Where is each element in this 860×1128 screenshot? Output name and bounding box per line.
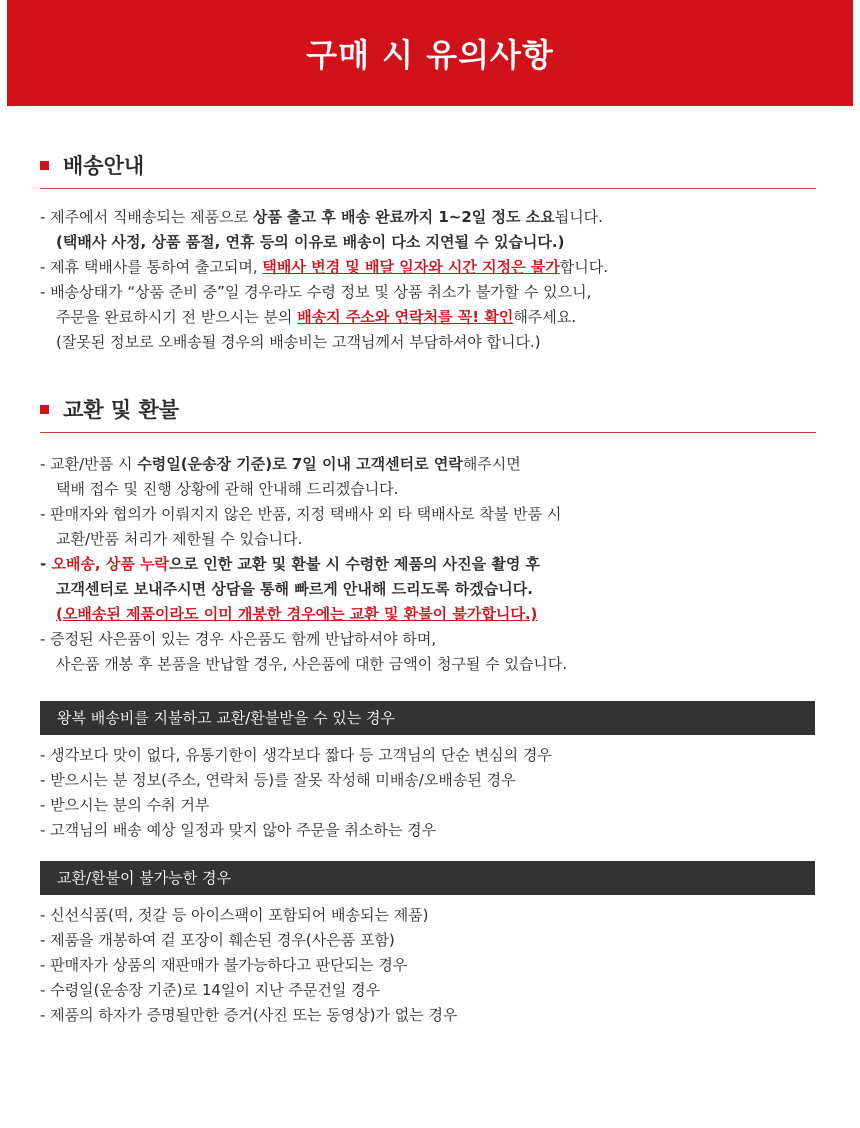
exchange-line: 택배 접수 및 진행 상황에 관해 안내해 드리겠습니다. (56, 480, 399, 498)
bullet-square-icon (40, 405, 49, 414)
list-item: - 판매자가 상품의 재판매가 불가능하다고 판단되는 경우 (40, 956, 408, 974)
exchange-line: - 오배송, 상품 누락으로 인한 교환 및 환불 시 수령한 제품의 사진을 촬영 후 (40, 555, 541, 573)
page-title: 구매 시 유의사항 (306, 36, 554, 74)
no-return-header: 교환/환불이 불가능한 경우 (40, 861, 815, 895)
exchange-line: - 판매자와 협의가 이뤄지지 않은 반품, 지정 택배사 외 타 택배사로 착불 반품 시 (40, 505, 562, 523)
paid-return-header: 왕복 배송비를 지불하고 교환/환불받을 수 있는 경우 (40, 701, 815, 735)
shipping-lines (40, 205, 820, 355)
exchange-line: 교환/반품 처리가 제한될 수 있습니다. (56, 530, 303, 548)
list-item: - 생각보다 맛이 없다, 유통기한이 생각보다 짧다 등 고객님의 단순 변심의 경우 (40, 746, 552, 764)
section-header-exchange (40, 394, 816, 433)
section-title-exchange: 교환 및 환불 (63, 398, 180, 422)
shipping-line: - 배송상태가 “상품 준비 중”일 경우라도 수령 정보 및 상품 취소가 불가할 수 있으니, (40, 283, 592, 301)
list-item: - 받으시는 분의 수취 거부 (40, 796, 210, 814)
shipping-line: - 제휴 택배사를 통하여 출고되며, 택배사 변경 및 배달 일자와 시간 지정은 불가합니다. (40, 258, 609, 276)
list-item: - 수령일(운송장 기준)로 14일이 지난 주문건일 경우 (40, 981, 381, 999)
no-return-list (40, 903, 820, 1028)
section-title-shipping: 배송안내 (63, 154, 145, 178)
exchange-line: - 증정된 사은품이 있는 경우 사은품도 함께 반납하셔야 하며, (40, 630, 437, 648)
paid-return-list (40, 743, 820, 843)
section-header-shipping (40, 150, 816, 189)
list-item: - 제품의 하자가 증명될만한 증거(사진 또는 동영상)가 없는 경우 (40, 1006, 458, 1024)
list-item: - 제품을 개봉하여 겉 포장이 훼손된 경우(사은품 포함) (40, 931, 395, 949)
list-item: - 신선식품(떡, 젓갈 등 아이스팩이 포함되어 배송되는 제품) (40, 906, 429, 924)
shipping-line: (택배사 사정, 상품 품절, 연휴 등의 이유로 배송이 다소 지연될 수 있습니다.) (56, 233, 565, 251)
exchange-line: (오배송된 제품이라도 이미 개봉한 경우에는 교환 및 환불이 불가합니다.) (56, 605, 538, 623)
exchange-line: - 교환/반품 시 수령일(운송장 기준)로 7일 이내 고객센터로 연락해주시면 (40, 455, 521, 473)
exchange-line: 고객센터로 보내주시면 상담을 통해 빠르게 안내해 드리도록 하겠습니다. (56, 580, 533, 598)
title-banner (7, 0, 853, 106)
shipping-line: - 제주에서 직배송되는 제품으로 상품 출고 후 배송 완료까지 1~2일 정도 소요됩니다. (40, 208, 603, 226)
bullet-square-icon (40, 161, 49, 170)
exchange-lines (40, 452, 820, 677)
list-item: - 받으시는 분 정보(주소, 연락처 등)를 잘못 작성해 미배송/오배송된 경우 (40, 771, 516, 789)
shipping-line: 주문을 완료하시기 전 받으시는 분의 배송지 주소와 연락처를 꼭! 확인해주세요. (56, 308, 577, 326)
list-item: - 고객님의 배송 예상 일정과 맞지 않아 주문을 취소하는 경우 (40, 821, 437, 839)
shipping-line: (잘못된 정보로 오배송될 경우의 배송비는 고객님께서 부담하셔야 합니다.) (56, 333, 541, 351)
exchange-line: 사은품 개봉 후 본품을 반납할 경우, 사은품에 대한 금액이 청구될 수 있습니다. (56, 655, 568, 673)
